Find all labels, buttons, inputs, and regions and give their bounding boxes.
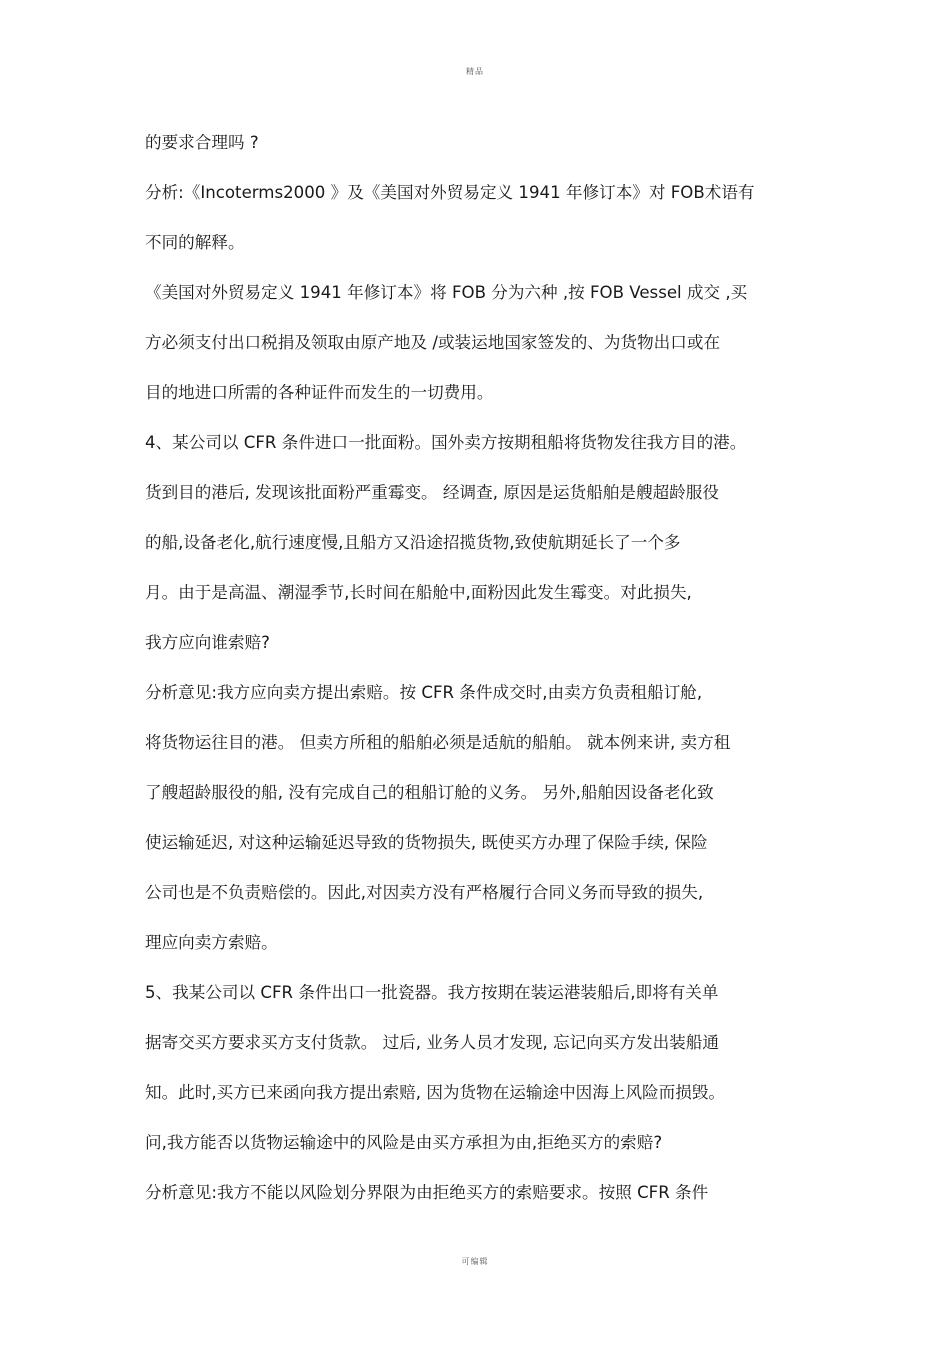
text-line: 的要求合理吗 ? [145, 133, 259, 152]
text-line: 据寄交买方要求买方支付货款。 过后, 业务人员才发现, 忘记向买方发出装船通 [145, 1033, 719, 1052]
text-line: 分析:《Incoterms2000 》及《美国对外贸易定义 1941 年修订本》对 FOB术语有 [145, 183, 755, 202]
text-line: 使运输延迟, 对这种运输延迟导致的货物损失, 既使买方办理了保险手续, 保险 [145, 833, 708, 852]
page-footer: 可编辑 [461, 1257, 489, 1266]
text-line: 分析意见:我方应向卖方提出索赔。按 CFR 条件成交时,由卖方负责租船订舱, [145, 683, 703, 702]
text-line: 不同的解释。 [145, 233, 245, 252]
text-line: 分析意见:我方不能以风险划分界限为由拒绝买方的索赔要求。按照 CFR 条件 [145, 1183, 709, 1202]
page-header: 精品 [466, 67, 484, 76]
text-line: 《美国对外贸易定义 1941 年修订本》将 FOB 分为六种 ,按 FOB Vessel 成交 ,买 [145, 283, 748, 302]
text-line: 公司也是不负责赔偿的。因此,对因卖方没有严格履行合同义务而导致的损失, [145, 883, 704, 902]
text-line: 5、我某公司以 CFR 条件出口一批瓷器。我方按期在装运港装船后,即将有关单 [145, 983, 719, 1002]
text-line: 了艘超龄服役的船, 没有完成自己的租船订舱的义务。 另外,船舶因设备老化致 [145, 783, 714, 802]
text-line: 将货物运往目的港。 但卖方所租的船舶必须是适航的船舶。 就本例来讲, 卖方租 [145, 733, 731, 752]
text-line: 我方应向谁索赔? [145, 633, 270, 652]
text-line: 方必须支付出口税捐及领取由原产地及 /或装运地国家签发的、为货物出口或在 [145, 333, 721, 352]
text-line: 月。由于是高温、潮湿季节,长时间在船舱中,面粉因此发生霉变。对此损失, [145, 583, 692, 602]
text-line: 理应向卖方索赔。 [145, 933, 278, 952]
text-line: 货到目的港后, 发现该批面粉严重霉变。 经调查, 原因是运货船舶是艘超龄服役 [145, 483, 719, 502]
text-line: 知。此时,买方已来函向我方提出索赔, 因为货物在运输途中因海上风险而损毁。 [145, 1083, 726, 1102]
text-line: 4、某公司以 CFR 条件进口一批面粉。国外卖方按期租船将货物发往我方目的港。 [145, 433, 747, 452]
text-line: 的船,设备老化,航行速度慢,且船方又沿途招揽货物,致使航期延长了一个多 [145, 533, 681, 552]
text-line: 问,我方能否以货物运输途中的风险是由买方承担为由,拒绝买方的索赔? [145, 1133, 663, 1152]
document-body [145, 128, 813, 1228]
text-line: 目的地进口所需的各种证件而发生的一切费用。 [145, 383, 494, 402]
